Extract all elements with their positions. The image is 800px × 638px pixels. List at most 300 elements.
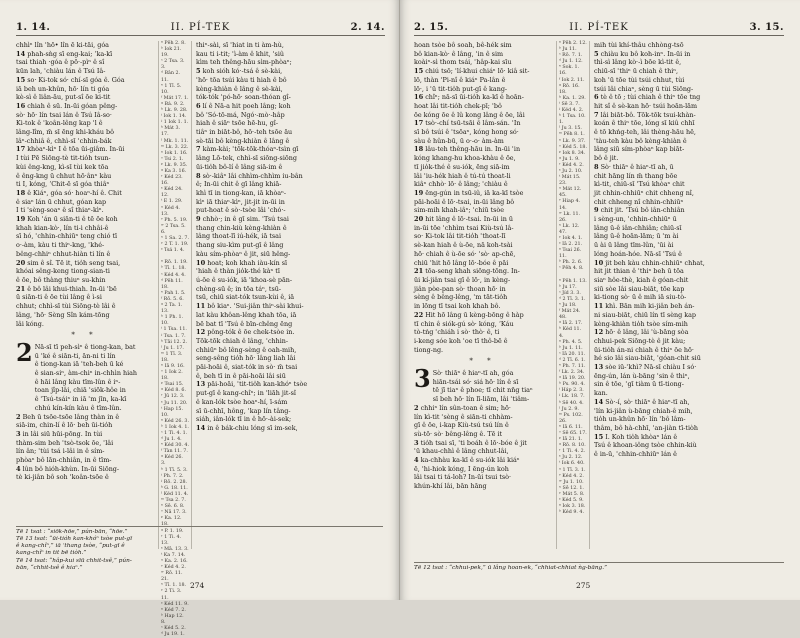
- verse-line: [196, 302, 334, 311]
- cross-reference: ᵍ Iā 19. 20.: [559, 376, 586, 382]
- verse-line: [196, 415, 334, 424]
- right-page-number: 275: [576, 581, 591, 590]
- verse-text: siū sòe lâi siau-biāt, tōe kap: [594, 284, 685, 293]
- cross-reference: ʰ Lk. 9. 28.: [161, 108, 188, 114]
- verse-text: ê ōe, bô thàng thiuⁿ su-khin: [16, 275, 106, 284]
- cross-reference: ᵐ Tsa 2. 7.: [161, 498, 186, 504]
- verse-text: kiâⁿ chhò· lō· ê lâng; ʿchiàu ê: [414, 180, 508, 189]
- verse-line: [414, 413, 552, 422]
- cross-reference: ᵉ Pah 1. 5.: [161, 290, 186, 296]
- cross-reference: ᵏ Sē 40. 4.: [559, 400, 584, 406]
- cross-reference: ⁿ Iok 1. 16.: [161, 150, 188, 156]
- cross-reference: ⁿ Sē. 6. 8.: [161, 504, 185, 510]
- cross-reference: ᵇ Ju 1. 11.: [559, 345, 583, 351]
- cross-reference: ᵃ Iok 3. 18.: [559, 504, 586, 510]
- verse-text: Tōk-tōk chiah ê lâng, ʿchhin-: [196, 336, 289, 345]
- verse-text: chhiūⁿ bô lêng-sèng ê oah-mih,: [196, 345, 297, 354]
- verse-line: [16, 206, 154, 215]
- verse-line: [594, 198, 732, 207]
- left-running-header: [16, 22, 385, 36]
- verse-text: hit lâng ê lō·-tsai. In-ūi in ū: [425, 215, 513, 224]
- cross-reference: ᵛ Hiap 4. 14.: [559, 199, 581, 211]
- verse-line: [196, 293, 334, 302]
- verse-text: sòe iū-ʿkhì? Nā-sī chiàu I só·: [605, 363, 697, 372]
- verse-text: sù-tō· sò· bêng-lêng ê. Tē it: [414, 429, 503, 438]
- verse-text: khah kian-kò·, lín ti-i chhâi-ê: [16, 223, 109, 232]
- cross-reference: ʲ Tsa. 1. 7.: [161, 333, 186, 339]
- footnote-line: Tē 13 tsat: “ūi-tio̍h kan-khóⁿ tsòe put-gī: [16, 535, 132, 542]
- cross-reference: ᵃ Pēh 2. 8.: [161, 41, 186, 46]
- verse-line: [196, 41, 334, 50]
- verse-text: kàm-kài; ʿtōk-tōk-thóaⁿ-tsìn gī: [202, 145, 299, 154]
- verse-text: pāi-hoāi ê lō·-tsai, in-ūi lâng bô: [414, 197, 515, 206]
- cross-reference: ᵐ Lk. 3. 22.: [161, 144, 189, 150]
- cross-reference: ᶜ 2 Tsa. 3. 3.: [161, 59, 185, 71]
- cross-reference: ᵘ 1 Tī. 3. 1.: [559, 467, 586, 473]
- verse-line: [414, 473, 552, 482]
- verse-line: [414, 404, 552, 413]
- verse-text: chîⁿ; nā-sī ūi-tio̍h ka-kī ê hoān-: [425, 93, 524, 102]
- cross-reference: ᶻ Tsá 1. 4.: [161, 248, 185, 254]
- verse-number: 4: [16, 464, 21, 473]
- verse-text: chhìⁿ lîn ʿhō• lîn ē ki-tāi, góa: [16, 41, 109, 49]
- verse-text: siaⁿ hôe-thè, kiah ê góan-chit: [594, 275, 689, 284]
- verse-text: ūi kí-jiân tsai gī ê lō·, in kèng-: [414, 275, 511, 284]
- verse-text: ū ài ū lâng tīm-lûn, ʿūi ài: [594, 241, 674, 250]
- verse-line: [594, 41, 732, 50]
- verse-text: khóai sêng-keng tiong-sian-ti: [16, 267, 110, 276]
- verse-text: ê, beh tī in ê pāi-hoāi lâi siū: [196, 371, 286, 380]
- verse-text: siáh, iân-lók tī in ê hō·-ài-sek;: [196, 415, 292, 424]
- verse-text: thàm-sim beh ʿtsò-tsok ōe, ʿlâi: [16, 438, 114, 447]
- cross-reference: ᶠ Lk. 2. 34.: [559, 370, 585, 376]
- verse-line: [196, 250, 334, 259]
- verse-line: [594, 50, 732, 59]
- verse-text: chiū ʿhit hō lâng lō·-bóe ê pāi: [414, 258, 509, 267]
- left-cross-reference-column: [158, 41, 192, 638]
- left-text-column-2: [196, 41, 334, 549]
- cross-reference: ᵖ Ka. 12. 18.: [161, 516, 182, 528]
- verse-line: [16, 421, 154, 430]
- cross-reference: ᵇ 1 Iok 4. 1.: [161, 424, 189, 430]
- verse-line: [16, 241, 154, 250]
- verse-line: [414, 328, 552, 337]
- cross-reference: ᶻ Kéd 5. 9.: [559, 498, 584, 504]
- cross-reference: ʸ 2 T. 1. 19.: [161, 242, 189, 248]
- verse-number: 22: [414, 310, 424, 319]
- verse-line: [594, 189, 732, 198]
- verse-line: [594, 163, 732, 172]
- cross-reference: ᶜ 1 Ti. 4. 1.: [161, 431, 188, 436]
- verse-line: [594, 67, 732, 76]
- verse-text: koàiⁿ-sì thom tsái, ʿhâp-kai sīu: [414, 58, 512, 67]
- verse-line: [196, 119, 334, 128]
- verse-text: kèng-khiàn tio̍h tsòe sím-mih: [594, 319, 688, 328]
- verse-text: i-keng sóe koh ʿoe tī thô-bē ê: [414, 336, 508, 345]
- cross-reference: ᵏ 1 Tsa. 10. 1.: [559, 114, 586, 126]
- verse-number: 9: [594, 206, 599, 215]
- verse-line: [16, 232, 154, 241]
- verse-text: sī bô tsúi ê ʿtsōaⁿ, kóng hong só·: [414, 128, 519, 137]
- right-header-ref-end: 3. 15.: [749, 22, 784, 33]
- cross-reference: ᵉ Ju 18.: [559, 303, 577, 309]
- verse-line: [414, 421, 552, 430]
- verse-line: [414, 93, 552, 102]
- cross-reference: ᶜ Kéd 5. 2.: [161, 626, 186, 631]
- verse-text: lâng ū-ê iân-chhiân; chiū-sī: [594, 223, 682, 232]
- verse-text: Sò· thiāⁿ ê hiaⁿ-tī ah, ū: [600, 162, 674, 171]
- verse-line: [16, 224, 154, 233]
- verse-number: 14: [16, 49, 26, 58]
- verse-text: ū siān-ti ê ōe tùi lâng ê ì-si: [16, 293, 102, 302]
- verse-line: [414, 320, 552, 329]
- verse-line: ū ʿké ê siān-ti, ān-ni ti lín: [34, 351, 116, 360]
- verse-text: ti I, kóng, ‘Chit-ē sī góa thiâⁿ: [16, 180, 110, 189]
- verse-text: Beh ū tsōe-tsōe lâng thàn in ê: [22, 412, 120, 421]
- verse-text: tio̍h un-khûn hō· lín ʿbô lâm-: [594, 415, 686, 424]
- verse-line: [594, 154, 732, 163]
- verse-text: koán ê thiⁿ tōe, lóng sī kiû chhī: [594, 119, 695, 128]
- verse-line: [414, 180, 552, 189]
- verse-text: hoat lâi tit-tio̍h chek-pī; ʿbô: [414, 101, 502, 110]
- verse-text: chiú tsō; ʿlí-khui chiáⁿ lō· kiâ sit-: [425, 67, 530, 76]
- verse-text: kūn lah, ʿchiàu lán ê Tsú Iâ-: [16, 67, 106, 76]
- verse-number: 18: [414, 145, 424, 154]
- verse-line: [16, 111, 154, 120]
- verse-number: 3: [16, 429, 21, 438]
- verse-line: [16, 189, 154, 198]
- verse-text: lâng siū sím-phòaⁿ kap biāt-: [594, 145, 685, 154]
- verse-line: [414, 430, 552, 439]
- verse-line: [594, 250, 732, 259]
- verse-line: [16, 180, 154, 189]
- verse-line: [594, 354, 732, 363]
- verse-line: [196, 354, 334, 363]
- verse-text: ni siau-biāt, chiū lín tī sèng kap: [594, 310, 697, 319]
- verse-text: kau ti i-tit; ʿì-àm ê khit, ʿsiû: [196, 49, 284, 58]
- verse-line: [414, 206, 552, 215]
- verse-number: 17: [16, 145, 26, 154]
- cross-reference: ⁱ Iok 1. 14.: [161, 114, 187, 120]
- verse-line: [414, 172, 552, 181]
- verse-line: [414, 293, 552, 302]
- verse-text: lâng thoat-lī iú-hék, iā tsai: [196, 232, 282, 241]
- verse-line: [196, 398, 334, 407]
- verse-line: [414, 102, 552, 111]
- verse-line: [414, 276, 552, 285]
- cross-reference: ᶻ Kéd 11. 9.: [161, 601, 189, 607]
- verse-line: [594, 389, 732, 398]
- verse-text: tsúi lâi chiaⁿ, sèng ū tùi Siōng-: [594, 84, 694, 93]
- verse-text: gī ê ōe, i-kap Kiù-tsú tsú lín ê: [414, 421, 509, 430]
- cross-reference: ᵗ Ka 7. 14.: [161, 552, 186, 558]
- verse-text: hō· ê lâng, lâi ʿù-bāng sòa: [605, 328, 689, 337]
- verse-number: 13: [594, 363, 604, 372]
- cross-reference: ʲ 1 Iok 1. 1.: [161, 120, 189, 126]
- verse-text: kan.: [594, 389, 608, 398]
- verse-text: sèng ê bêng-lêng, ʿm tāt-tio̍h: [414, 293, 508, 302]
- verse-line: [594, 337, 732, 346]
- verse-line: [196, 172, 334, 181]
- verse-text: thì-sì lâng kò·-ì bōe kì-tit ê,: [594, 58, 682, 67]
- verse-text: kìm teh thêng-hāu sìm-phòaⁿ;: [196, 58, 292, 67]
- cross-reference: ᵈ 2 Tī. 6. 1.: [559, 357, 586, 363]
- verse-text: sī ū-chhī, hông, ʿkap lín tâng-: [196, 406, 291, 415]
- section-divider-stars: * *: [71, 331, 99, 340]
- verse-line: chhú kín-kín kàu ê tīm-lûn.: [34, 403, 122, 412]
- verse-line: [16, 456, 154, 465]
- verse-line: [414, 482, 552, 491]
- chapter-number: 3: [414, 364, 431, 394]
- verse-line: [414, 456, 552, 465]
- verse-text: ūi-tio̍h án-ni chiah ê thiⁿ ōe hō·: [594, 345, 694, 354]
- cross-reference: ˡ Mk. 1. 11.: [161, 138, 189, 144]
- verse-line: [594, 293, 732, 302]
- verse-text: tiâⁿ in biāt-bô, hō·-teh tsōe āu: [196, 128, 293, 137]
- verse-text: tī chin ê siók-gú sò· kóng, ‘Káu: [414, 319, 514, 328]
- cross-reference: ᵍ Ka 3. 16.: [161, 168, 187, 174]
- right-text-column-2: [594, 41, 732, 549]
- verse-text: sī hó, ʿchhin-chhiūⁿ teng chió tī: [16, 232, 118, 241]
- cross-reference: ᵐ 1 Tī. 3. 18.: [161, 351, 183, 363]
- verse-number: 16: [414, 93, 424, 102]
- verse-text: sò· hō· lín tsai lán ê Tsú Iâ-so·: [16, 110, 112, 119]
- verse-line: tē jī tiaⁿ ê phoe; tī chit nn̄g tiaⁿ: [432, 386, 533, 395]
- verse-text: khì tī in tiong-kan, iā khòaⁿ-: [196, 188, 287, 197]
- verse-line: [16, 93, 154, 102]
- verse-number: 10: [196, 258, 206, 267]
- cross-reference: ʰ Ps. 90. 4.: [559, 382, 585, 388]
- cross-reference: ʷ Rō. 11. 21.: [161, 571, 183, 583]
- verse-number: 7: [594, 110, 599, 119]
- cross-reference: ᶜ Rō. 7. 1.: [559, 53, 583, 59]
- verse-text: koh ʿū tōe tùi tsúi chhut, tùi: [594, 75, 685, 84]
- verse-line: [196, 50, 334, 59]
- verse-line: [594, 172, 732, 181]
- verse-number: 13: [196, 380, 206, 389]
- verse-text: tók-tók ʿpó-hō· soan-thóan gî-: [196, 93, 291, 102]
- left-header-book-title: II. PÍ-TEK: [170, 22, 231, 33]
- verse-line: [196, 363, 334, 372]
- cross-reference: ᵘ Mát 12. 45.: [559, 187, 582, 199]
- verse-text: bē bat tī ʿTsú ê bīn-chêng ēng: [196, 319, 293, 328]
- cross-reference: ˢ Ju 2. 12.: [559, 455, 583, 461]
- verse-line: [414, 267, 552, 276]
- verse-line: [594, 137, 732, 146]
- cross-reference: ʷ Lk. 11. 26.: [559, 211, 581, 223]
- verse-line: [16, 145, 154, 154]
- verse-text: chèng-sū ê; in tōa táⁿ, tsū-: [196, 284, 282, 293]
- verse-text: bô kian-kò· ê lâng, ʿin ê sim: [414, 49, 504, 58]
- verse-text: hit sî ê sè-kan hō· tsúi hoān-lām: [594, 101, 698, 110]
- verse-line: [594, 267, 732, 276]
- verse-number: 14: [196, 423, 206, 432]
- cross-reference: ᵏ Tāi 12. 2.: [161, 339, 188, 345]
- cross-reference: ᵏ G. 18. 11.: [161, 485, 188, 491]
- verse-text: pāi-hoāi ê, siat-tók in sò· m̄ tsai: [196, 363, 298, 372]
- verse-line: [196, 346, 334, 355]
- verse-line: [414, 41, 552, 50]
- verse-line: [196, 276, 334, 285]
- verse-text: pāi-hoāi, ʿtit-tio̍h kan-khóⁿ tsòe: [207, 380, 308, 389]
- verse-number: 8: [594, 162, 599, 171]
- verse-line: [196, 259, 334, 268]
- verse-number: 19: [16, 215, 26, 224]
- cross-reference: ʷ Ju 1. 10.: [559, 479, 584, 485]
- cross-reference: ᵉ Kéd 30. 4.: [161, 443, 190, 449]
- verse-line: [414, 137, 552, 146]
- right-text-column-1: [414, 41, 552, 549]
- verse-number: 17: [414, 119, 424, 128]
- cross-reference: ᵒ Sē 65. 17.: [559, 431, 587, 436]
- verse-line: [16, 163, 154, 172]
- cross-reference: ᵇ Ju 17.: [559, 284, 577, 290]
- cross-reference: ᵃ Ph. 4. 5.: [559, 339, 583, 345]
- cross-reference: ᵗ Iok 6. 40.: [559, 461, 585, 467]
- cross-reference: ᵗ Hap 15. 10.: [161, 406, 183, 418]
- verse-text: so· Ki-tok lâi tit-tio̍h ʿthoat-lī: [414, 232, 506, 241]
- verse-text: tè ê tō ; tùi chiah ê thiⁿ tōe tng: [600, 93, 701, 102]
- verse-text: thang chin-kiù kèng-khiàn ê: [196, 223, 287, 232]
- verse-text: o·-àm, kàu ti thiⁿ-kng, ʿkhé-: [16, 241, 105, 250]
- verse-number: 15: [16, 75, 26, 84]
- verse-text: kùi êng-kng, kì-sī tùi kek tōa: [16, 162, 109, 171]
- verse-text: ē, ʿhi-hiok kóng, I ēng-ún koh: [414, 464, 509, 473]
- cross-reference: ʲ Kéd 4. 2.: [559, 108, 584, 114]
- verse-text: bô ʿSó-tō-má, Ngó·-mò·-hâp: [196, 110, 285, 119]
- verse-text: chhò·; in ê gī sim. ʿTsú tsai: [202, 215, 289, 224]
- cross-reference: ʰ Ka. 1. 29.: [559, 95, 586, 101]
- verse-line: [16, 154, 154, 163]
- verse-line: [16, 102, 154, 111]
- verse-number: 14: [594, 397, 604, 406]
- verse-line: [414, 76, 552, 85]
- cross-reference: ʸ 2 Ti. 3. 11.: [161, 589, 182, 601]
- cross-reference: ᶠ Mát 24. 48.: [559, 309, 581, 321]
- verse-text: tī jio̍k-thé ê su-iók, ēng siā-im: [414, 162, 510, 171]
- cross-reference: ᶜ Pēh 4. 8.: [559, 266, 584, 272]
- verse-number: 20: [414, 215, 424, 224]
- verse-text: sin ê tōe, ʿgī tiàm ū tī-tiong-: [594, 380, 684, 389]
- verse-line: [594, 398, 732, 407]
- verse-text: in lōng tī tsai koh khah bô.: [414, 302, 501, 311]
- verse-text: chhiⁿ lín sûn-toan ê sim; hō·: [420, 403, 511, 412]
- verse-line: [196, 198, 334, 207]
- cross-reference: ʲ Lk. 18. 7.: [559, 394, 585, 400]
- cross-reference: ᵒ Kéd 5. 18.: [559, 144, 587, 150]
- verse-line: [594, 380, 732, 389]
- verse-text: khòaⁿ-kìⁿ I ê tōa ūi-giâm. In-ūi: [27, 145, 125, 154]
- verse-number: 2: [16, 412, 21, 421]
- verse-line: [16, 58, 154, 67]
- verse-line: [594, 76, 732, 85]
- cross-reference: ⁱ Ph. 7. 2.: [161, 473, 184, 479]
- cross-reference: ᵉ 1 Tī. 5. 10.: [161, 83, 182, 95]
- verse-number: 9: [196, 215, 201, 224]
- verse-line: [594, 241, 732, 250]
- verse-line: [16, 215, 154, 224]
- verse-number: 4: [414, 456, 419, 465]
- verse-line: [414, 346, 552, 355]
- verse-line: [196, 102, 334, 111]
- left-header-ref-start: 1. 14.: [16, 22, 51, 33]
- cross-reference: ᵍ Bá. 9. 2.: [161, 101, 185, 107]
- left-page-number: 274: [190, 581, 205, 590]
- verse-text: tsai thiah ·góa ê pō·-pìⁿ ê sî: [16, 58, 105, 67]
- verse-text: tiong-ng.: [414, 345, 444, 354]
- cross-reference: ʳ 1 Ti. 4. 13.: [161, 534, 182, 546]
- verse-line: [594, 346, 732, 355]
- verse-text: khì. Bān mih ki-jiân beh án-: [605, 302, 695, 311]
- cross-reference: ˢ Mā. 13. 3.: [161, 546, 189, 552]
- verse-line: [16, 119, 154, 128]
- verse-text: I. Koh tio̍h khòaⁿ lán ê: [605, 432, 678, 441]
- verse-text: lâi ʿiu-hék hiah ê tú-tú thoat-li: [414, 171, 511, 180]
- verse-text: chiàu ku bô koh-inⁿ. In-ūi in: [600, 49, 691, 58]
- verse-text: ka-chhàu ka-kī ê su-iók lâi kiáⁿ: [420, 456, 520, 465]
- verse-text: jiân pòe-pan sò· thoan hō· in: [414, 284, 506, 293]
- verse-text: i sèng-un, ʿchhin-chhiūⁿ ū: [594, 215, 677, 224]
- verse-text: lâng-lîm, m̄ sī ēng khi-kháu bô: [16, 128, 114, 137]
- verse-text: Tsú ê khoan-iông tsòe chhin-kiù: [594, 441, 697, 450]
- verse-number: 7: [196, 145, 201, 154]
- verse-line: [16, 85, 154, 94]
- verse-number: 20: [16, 258, 26, 267]
- verse-line: [196, 189, 334, 198]
- verse-text: thâm, bô hà-chhī, ʿan-jiàn tī-tiòh: [594, 423, 698, 432]
- verse-text: I tùi Pē Siōng-tè tit-tio̍h tsun-: [16, 154, 111, 163]
- cross-reference: ᵇ Tī. 1. 18.: [161, 266, 186, 272]
- cross-reference: ᶻ Iā 2. 21.: [559, 242, 583, 248]
- cross-reference: ʰ Kéd 11. 4.: [559, 327, 582, 339]
- verse-line: [414, 259, 552, 268]
- verse-number: 2: [414, 403, 419, 412]
- verse-line: [16, 465, 154, 474]
- verse-text: khún-khí lâi, bān hāng: [414, 482, 487, 491]
- cross-reference: ˣ Lk. 12. 47.: [559, 223, 580, 235]
- cross-reference: ᵗ Mát 15. 23.: [559, 175, 581, 187]
- verse-text: tsò·-chí tsū-tsāi ê lâm-sán. ʿIn: [425, 119, 521, 128]
- cross-reference: ᵖ Iā 21. 1.: [559, 437, 583, 443]
- cross-reference: ᶜ Kéd 4. 4.: [161, 272, 186, 278]
- verse-text: lí ê Nā-a hit poeh lâng; koh: [202, 101, 291, 110]
- verse-text: lín kì-tit ʿsèng ê siān-ti chhàm-: [414, 412, 513, 421]
- cross-reference: ˢ Ju 2. 10.: [559, 168, 583, 174]
- verse-text: ʿhiah ê thàn jio̍k-thé kàⁿ tī: [196, 267, 280, 276]
- verse-text: tio̍h tsai sī, ʿti boáh ê lō·-bóe ê jit: [420, 438, 527, 447]
- verse-line: [16, 430, 154, 439]
- right-footnotes: [414, 562, 784, 572]
- verse-line: Sò· thiāⁿ ê hiaⁿ-tī ah, góa: [432, 369, 514, 378]
- verse-text: thiⁿ-sài, sī ʿhiat in ti àm-hù,: [196, 41, 284, 49]
- verse-line: [594, 215, 732, 224]
- verse-line: [16, 413, 154, 422]
- cross-reference: ʰ 1 Ph. 1. 10.: [161, 315, 184, 327]
- verse-line: [16, 259, 154, 268]
- cross-reference: ᵇ Kéd 9. 4.: [559, 510, 585, 516]
- verse-line: [16, 276, 154, 285]
- verse-number: 16: [16, 101, 26, 110]
- cross-reference: ʳ 1 Ti. 4. 2.: [559, 449, 586, 455]
- verse-line: [414, 154, 552, 163]
- verse-line: [16, 76, 154, 85]
- verse-text: tsū, chiū siat-tók tsun-kùi ê, iā: [196, 293, 295, 302]
- cross-reference: ᵛ Kéd 4. 2.: [559, 473, 584, 479]
- verse-text: ú-ōe ê su-iók, iā ʿkhoa-sè pān-: [196, 275, 293, 284]
- cross-reference: ᵇ Ph. 2. 6.: [559, 260, 583, 266]
- verse-text: hé sio lâi siau-biāt, ʿgóan-chit siū: [594, 354, 701, 363]
- verse-text: ʿū khau-chhì ê lâng chhut-lâi,: [414, 447, 509, 456]
